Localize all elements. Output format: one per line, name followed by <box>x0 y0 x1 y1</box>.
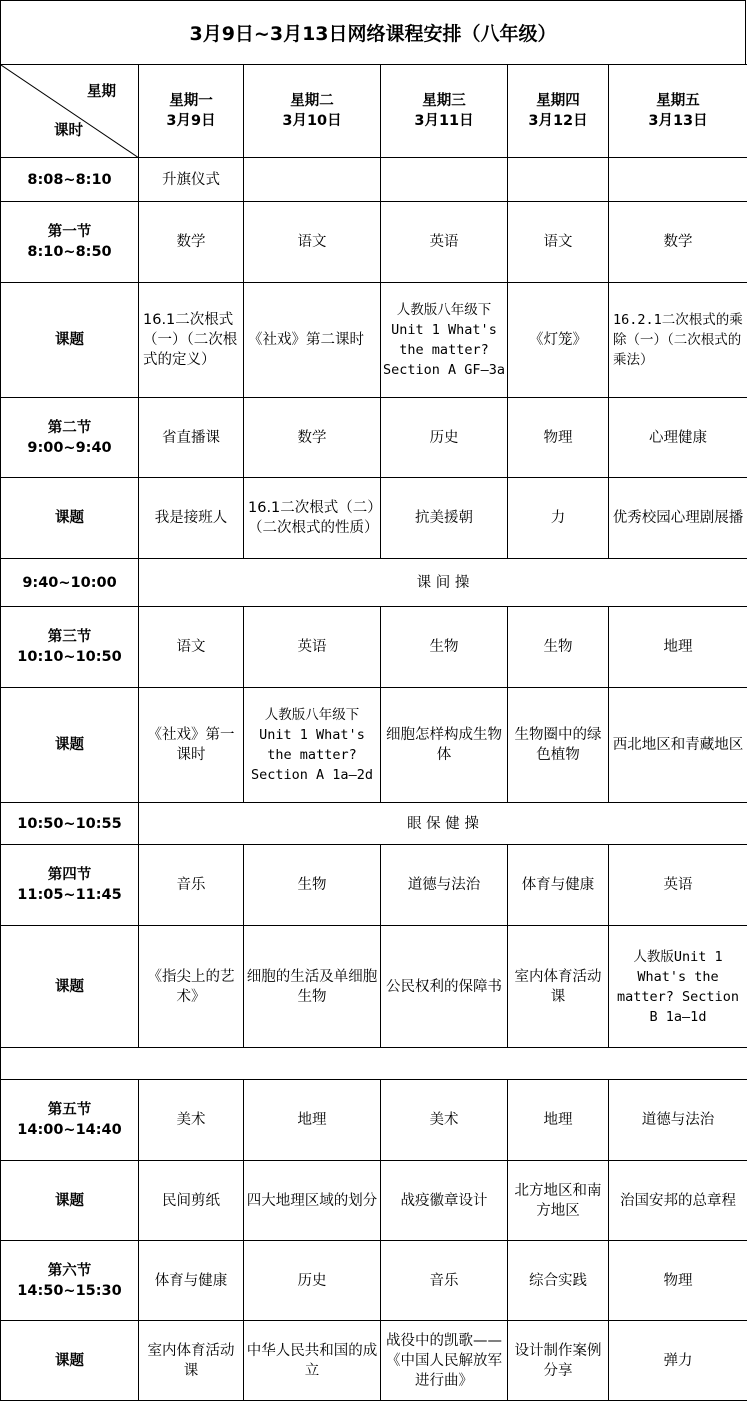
topic-row <box>1 283 747 398</box>
topic-cell: 抗美援朝 <box>381 478 508 559</box>
day-date: 3月11日 <box>414 113 474 129</box>
topic-cell: 室内体育活动课 <box>139 1321 244 1401</box>
subject-cell <box>609 158 747 202</box>
period-label-cell <box>1 803 139 845</box>
period-label-cell: 课题 <box>1 283 139 398</box>
period-time: 9:00~9:40 <box>27 439 112 456</box>
subject-cell: 生物 <box>508 607 609 688</box>
subject-cell <box>508 158 609 202</box>
day-name: 星期三 <box>422 93 466 109</box>
topic-cell: 优秀校园心理剧展播 <box>609 478 747 559</box>
period-label-cell <box>1 202 139 283</box>
topic-row <box>1 688 747 803</box>
subject-cell: 数学 <box>139 202 244 283</box>
period-time: 8:08~8:10 <box>27 171 112 188</box>
day-date: 3月9日 <box>166 113 216 129</box>
lesson-row <box>1 607 747 688</box>
day-name: 星期五 <box>656 93 700 109</box>
topic-cell: 细胞怎样构成生物体 <box>381 688 508 803</box>
subject-cell: 物理 <box>609 1241 747 1321</box>
header-row <box>1 65 747 158</box>
subject-cell: 语文 <box>139 607 244 688</box>
subject-cell: 生物 <box>244 845 381 926</box>
topic-cell: 战役中的凯歌——《中国人民解放军进行曲》 <box>381 1321 508 1401</box>
subject-cell: 数学 <box>609 202 747 283</box>
day-header-cell <box>381 65 508 158</box>
period-time: 10:50~10:55 <box>17 815 122 832</box>
subject-cell: 地理 <box>244 1080 381 1161</box>
subject-cell: 物理 <box>508 398 609 478</box>
subject-cell: 地理 <box>508 1080 609 1161</box>
period-label-cell <box>1 398 139 478</box>
period-label-cell: 课题 <box>1 1321 139 1401</box>
spacer-cell <box>1 1048 747 1080</box>
topic-cell: 四大地理区域的划分 <box>244 1161 381 1241</box>
topic-cell: 室内体育活动课 <box>508 926 609 1048</box>
period-time: 14:50~15:30 <box>17 1282 122 1299</box>
period-time: 8:10~8:50 <box>27 244 112 260</box>
period-name: 第五节 <box>47 1102 92 1118</box>
subject-cell: 地理 <box>609 607 747 688</box>
page-title: 3月9日~3月13日网络课程安排（八年级） <box>0 0 746 64</box>
period-time: 11:05~11:45 <box>17 887 122 903</box>
topic-cell: 我是接班人 <box>139 478 244 559</box>
topic-cell: 西北地区和青藏地区 <box>609 688 747 803</box>
period-time: 9:40~10:00 <box>22 574 117 591</box>
topic-cell: 公民权利的保障书 <box>381 926 508 1048</box>
period-label-cell: 课题 <box>1 478 139 559</box>
period-label-cell: 课题 <box>1 688 139 803</box>
subject-cell: 综合实践 <box>508 1241 609 1321</box>
corner-header-cell <box>1 65 139 158</box>
spacer-row <box>1 1048 747 1080</box>
topic-cell: 人教版八年级下 Unit 1 What's the matter? Section A 1a—2d <box>244 688 381 803</box>
break-row <box>1 559 747 607</box>
topic-row <box>1 478 747 559</box>
lesson-row <box>1 202 747 283</box>
period-axis-label: 课时 <box>54 123 83 139</box>
day-name: 星期一 <box>169 93 213 109</box>
subject-cell: 数学 <box>244 398 381 478</box>
period-label-cell <box>1 158 139 202</box>
day-header-cell <box>508 65 609 158</box>
subject-cell: 道德与法治 <box>609 1080 747 1161</box>
topic-cell: 力 <box>508 478 609 559</box>
subject-cell: 音乐 <box>139 845 244 926</box>
topic-cell: 民间剪纸 <box>139 1161 244 1241</box>
subject-cell: 美术 <box>139 1080 244 1161</box>
topic-cell: 《指尖上的艺术》 <box>139 926 244 1048</box>
day-name: 星期二 <box>290 93 334 109</box>
period-label-cell <box>1 607 139 688</box>
period-label-cell <box>1 845 139 926</box>
period-time: 10:10~10:50 <box>17 649 122 665</box>
topic-cell: 北方地区和南方地区 <box>508 1161 609 1241</box>
topic-cell: 中华人民共和国的成立 <box>244 1321 381 1401</box>
topic-cell: 16.2.1二次根式的乘除（一）（二次根式的乘法） <box>609 283 747 398</box>
day-date: 3月10日 <box>282 113 342 129</box>
lesson-row <box>1 1241 747 1321</box>
subject-cell: 英语 <box>609 845 747 926</box>
topic-row <box>1 926 747 1048</box>
lesson-row <box>1 158 747 202</box>
period-label-cell: 课题 <box>1 1161 139 1241</box>
day-header-cell <box>139 65 244 158</box>
subject-cell: 英语 <box>381 202 508 283</box>
topic-cell: 治国安邦的总章程 <box>609 1161 747 1241</box>
topic-cell: 战疫徽章设计 <box>381 1161 508 1241</box>
subject-cell: 省直播课 <box>139 398 244 478</box>
day-header-cell <box>244 65 381 158</box>
schedule-table <box>0 64 747 1401</box>
subject-cell: 体育与健康 <box>139 1241 244 1321</box>
topic-row <box>1 1161 747 1241</box>
subject-cell: 体育与健康 <box>508 845 609 926</box>
day-name: 星期四 <box>536 93 580 109</box>
subject-cell: 音乐 <box>381 1241 508 1321</box>
topic-cell: 生物圈中的绿色植物 <box>508 688 609 803</box>
subject-cell: 历史 <box>381 398 508 478</box>
period-name: 第二节 <box>47 419 92 436</box>
topic-cell: 细胞的生活及单细胞生物 <box>244 926 381 1048</box>
topic-cell: 人教版八年级下 Unit 1 What's the matter? Section A GF—3a <box>381 283 508 398</box>
break-activity-cell: 眼 保 健 操 <box>139 803 747 845</box>
subject-cell: 语文 <box>508 202 609 283</box>
subject-cell: 历史 <box>244 1241 381 1321</box>
lesson-row <box>1 1080 747 1161</box>
weekday-axis-label: 星期 <box>87 84 116 100</box>
topic-cell: 设计制作案例分享 <box>508 1321 609 1401</box>
subject-cell: 美术 <box>381 1080 508 1161</box>
subject-cell <box>381 158 508 202</box>
period-label-cell <box>1 1241 139 1321</box>
topic-cell: 16.1二次根式（一）（二次根式的定义） <box>139 283 244 398</box>
day-date: 3月13日 <box>648 113 708 129</box>
topic-cell: 《社戏》第一课时 <box>139 688 244 803</box>
day-date: 3月12日 <box>528 113 588 129</box>
lesson-row <box>1 398 747 478</box>
subject-cell: 升旗仪式 <box>139 158 244 202</box>
topic-cell: 《灯笼》 <box>508 283 609 398</box>
period-name: 第三节 <box>47 629 92 645</box>
period-name: 第四节 <box>47 867 92 883</box>
period-time: 14:00~14:40 <box>17 1122 122 1138</box>
subject-cell <box>244 158 381 202</box>
period-name: 第一节 <box>47 224 92 240</box>
period-name: 第六节 <box>47 1262 92 1279</box>
topic-row <box>1 1321 747 1401</box>
subject-cell: 心理健康 <box>609 398 747 478</box>
diagonal-line-icon <box>1 65 139 158</box>
subject-cell: 语文 <box>244 202 381 283</box>
break-row <box>1 803 747 845</box>
break-activity-cell: 课 间 操 <box>139 559 747 607</box>
day-header-cell <box>609 65 747 158</box>
period-label-cell <box>1 559 139 607</box>
topic-cell: 《社戏》第二课时 <box>244 283 381 398</box>
subject-cell: 英语 <box>244 607 381 688</box>
period-label-cell <box>1 1080 139 1161</box>
lesson-row <box>1 845 747 926</box>
period-label-cell: 课题 <box>1 926 139 1048</box>
subject-cell: 生物 <box>381 607 508 688</box>
topic-cell: 人教版Unit 1 What's the matter? Section B 1a—1d <box>609 926 747 1048</box>
topic-cell: 16.1二次根式（二）（二次根式的性质） <box>244 478 381 559</box>
subject-cell: 道德与法治 <box>381 845 508 926</box>
topic-cell: 弹力 <box>609 1321 747 1401</box>
